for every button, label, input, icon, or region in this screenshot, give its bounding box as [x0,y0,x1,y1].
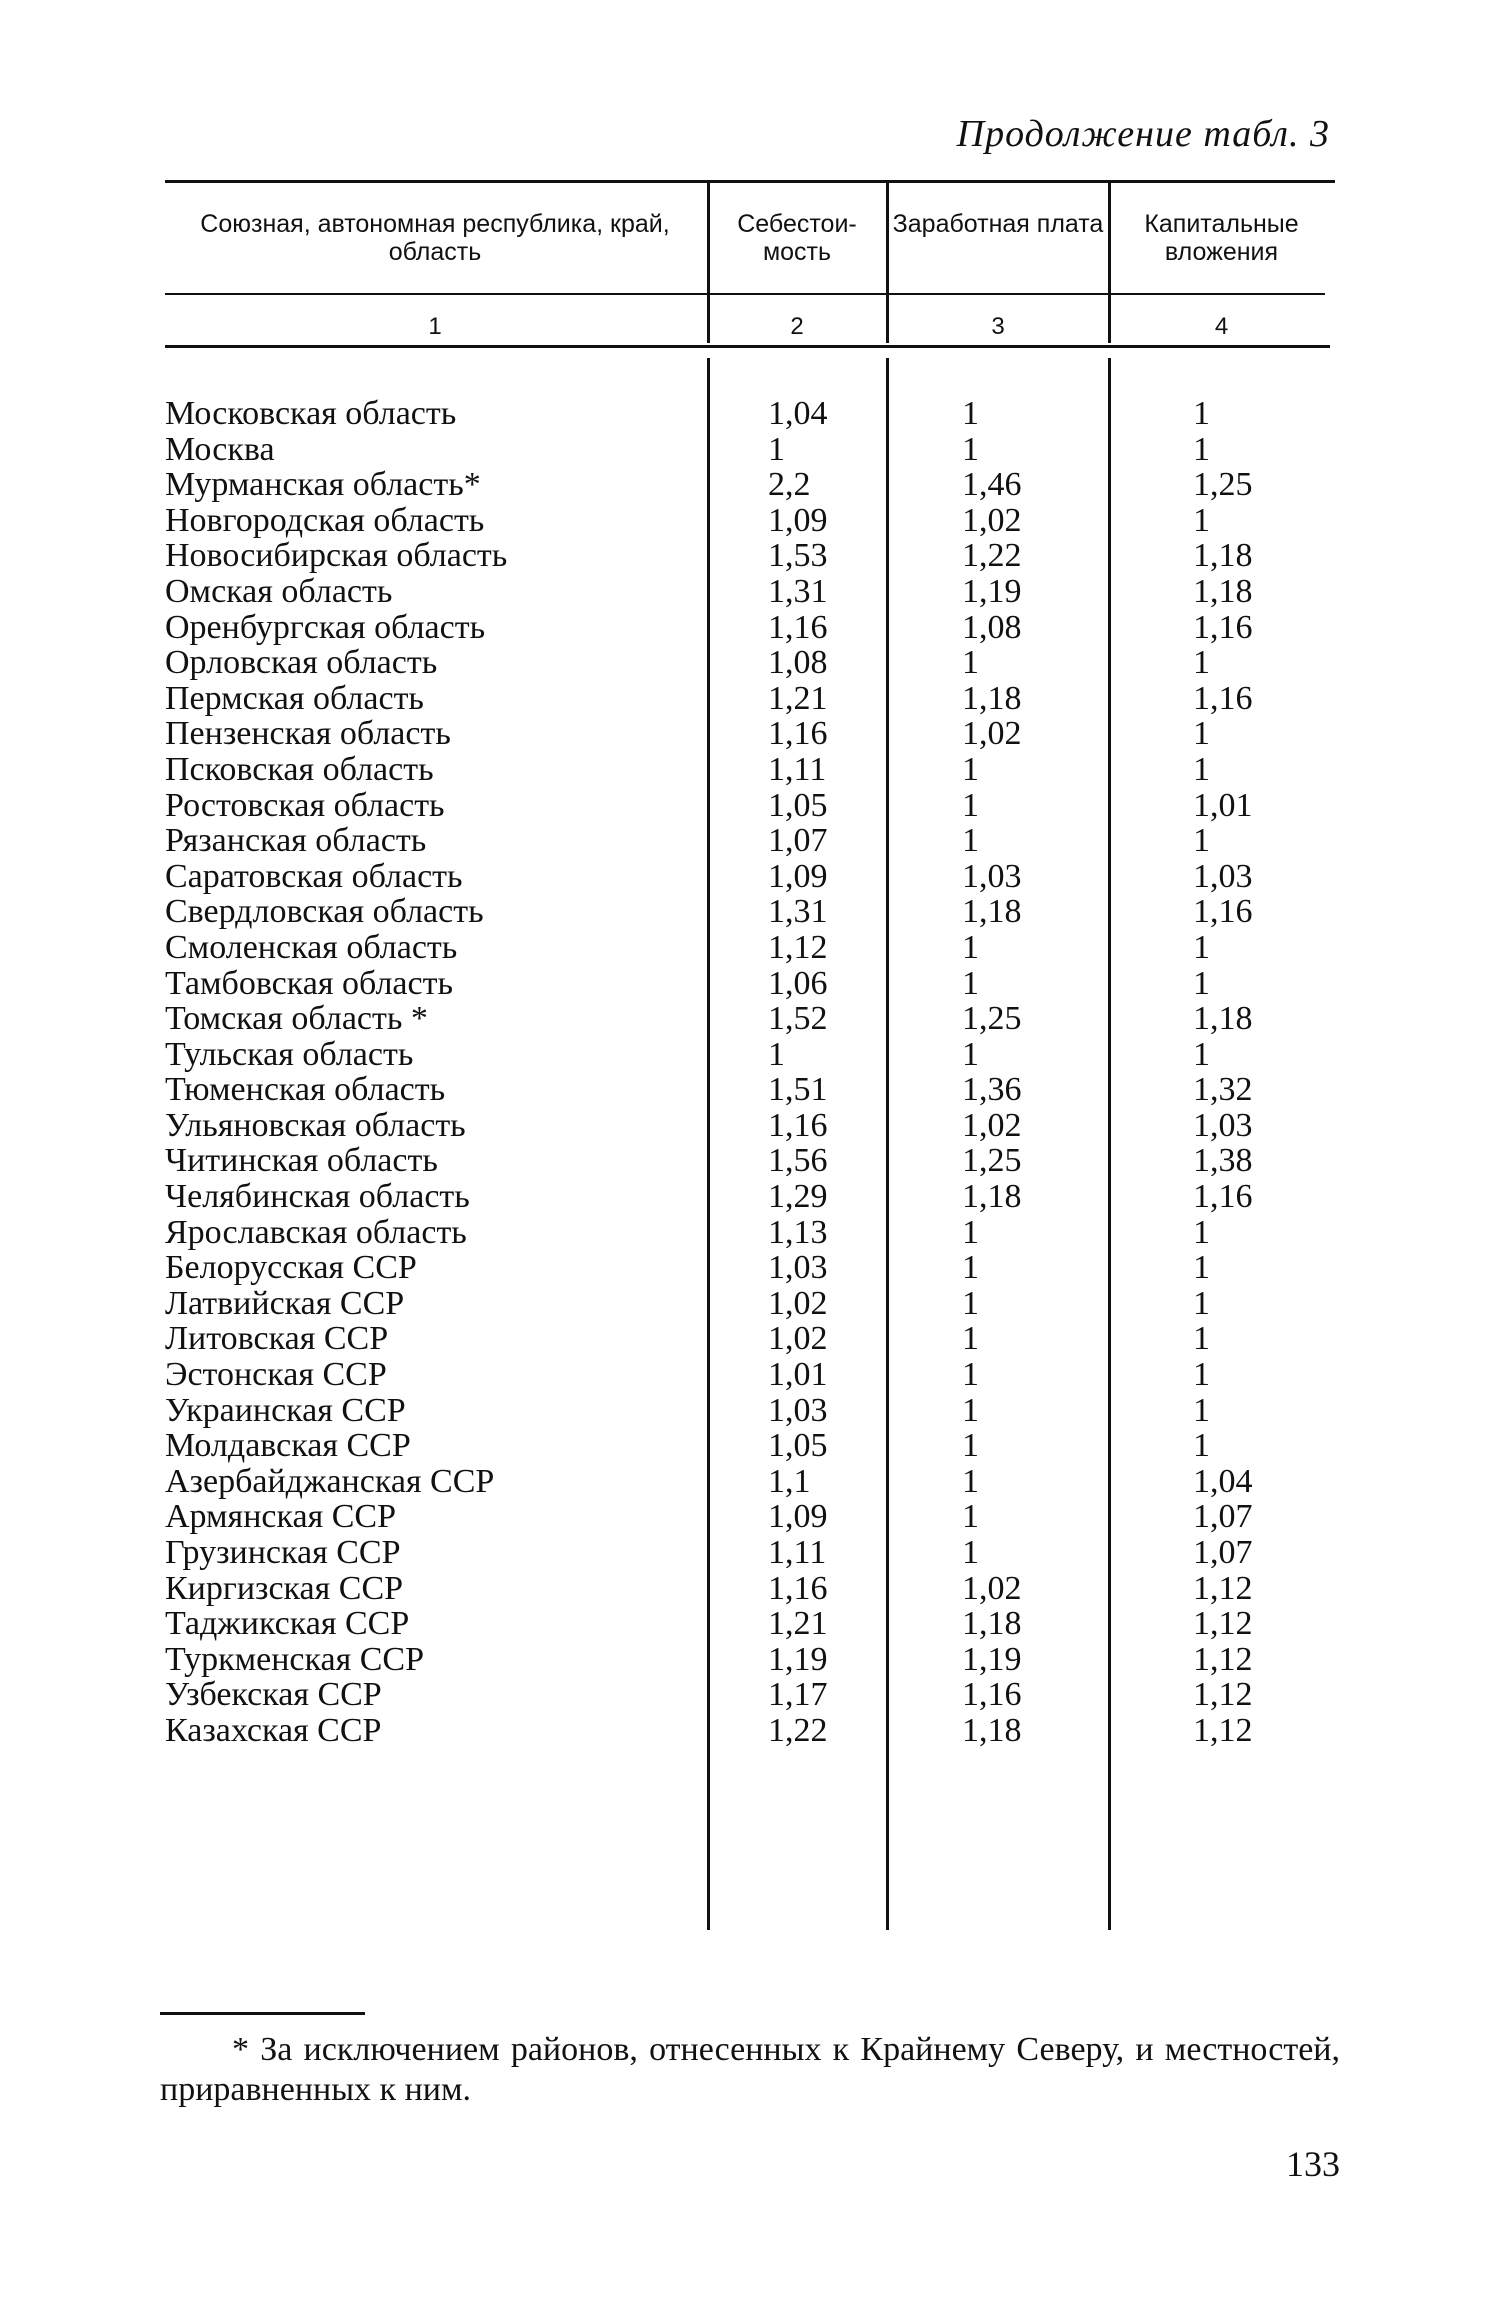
table-row [0,752,1500,788]
region-name-cell: Омская область [165,572,393,610]
capital-cell: 1,07 [1193,1534,1253,1571]
wage-cell: 1,02 [962,715,1022,753]
column-number-4: 4 [1214,313,1229,340]
table-row [0,894,1500,930]
region-name-cell: Ульяновская область [165,1106,466,1144]
region-name-cell: Казахская ССР [165,1711,382,1749]
cost-cell: 1,12 [768,928,828,966]
wage-cell: 1,18 [962,1711,1022,1749]
cost-cell: 1,1 [768,1462,811,1500]
column-divider-2 [886,183,889,343]
capital-cell: 1 [1193,1213,1210,1251]
wage-cell: 1,18 [962,679,1022,717]
table-row [0,1072,1500,1108]
capital-cell: 1 [1193,750,1210,788]
table-row [0,1677,1500,1713]
cost-cell: 1,52 [768,1000,828,1038]
capital-cell: 1,12 [1193,1640,1253,1678]
header-capital: Капитальные вложения [1144,210,1299,266]
table-row [0,610,1500,646]
region-name-cell: Оренбургская область [165,608,486,646]
cost-cell: 1,16 [768,1569,828,1607]
cost-cell: 1,19 [768,1640,828,1678]
wage-cell: 1 [962,644,979,682]
table-row [0,788,1500,824]
region-name-cell: Новосибирская область [165,537,508,575]
region-name-cell: Томская область * [165,1000,428,1038]
cost-cell: 1,21 [768,1605,828,1643]
table-row [0,1143,1500,1179]
table-row [0,1428,1500,1464]
cost-cell: 1,05 [768,1427,828,1465]
table-row [0,1108,1500,1144]
region-name-cell: Москва [165,430,275,468]
capital-cell: 1 [1193,395,1210,432]
wage-cell: 1 [962,430,979,468]
wage-cell: 1 [962,786,979,824]
table-row [0,1499,1500,1535]
capital-cell: 1 [1193,1249,1210,1287]
region-name-cell: Челябинская область [165,1178,470,1216]
wage-cell: 1 [962,1249,979,1287]
table-row [0,1215,1500,1251]
cost-cell: 1,04 [768,395,828,432]
region-name-cell: Таджикская ССР [165,1605,410,1643]
capital-cell: 1,16 [1193,608,1253,646]
cost-cell: 1,13 [768,1213,828,1251]
wage-cell: 1 [962,395,979,432]
page-number: 133 [1286,2144,1340,2184]
capital-cell: 1 [1193,1356,1210,1394]
cost-cell: 1,29 [768,1178,828,1216]
capital-cell: 1,38 [1193,1142,1253,1180]
cost-cell: 1,31 [768,893,828,931]
cost-cell: 1,11 [768,750,827,788]
region-name-cell: Туркменская ССР [165,1640,424,1678]
wage-cell: 1,18 [962,1178,1022,1216]
cost-cell: 1,03 [768,1249,828,1287]
table-row [0,930,1500,966]
region-name-cell: Саратовская область [165,857,463,895]
capital-cell: 1,16 [1193,679,1253,717]
capital-cell: 1,03 [1193,857,1253,895]
region-name-cell: Эстонская ССР [165,1356,387,1394]
wage-cell: 1 [962,928,979,966]
table-row [0,1571,1500,1607]
cost-cell: 1,05 [768,786,828,824]
table-row [0,1464,1500,1500]
capital-cell: 1 [1193,501,1210,539]
capital-cell: 1,01 [1193,786,1253,824]
capital-cell: 1 [1193,822,1210,860]
table-row [0,859,1500,895]
wage-cell: 1,18 [962,1605,1022,1643]
wage-cell: 1 [962,1534,979,1571]
wage-cell: 1 [962,1320,979,1358]
capital-cell: 1,25 [1193,466,1253,504]
table-row [0,823,1500,859]
cost-cell: 1,16 [768,608,828,646]
cost-cell: 1,09 [768,501,828,539]
table-row [0,1535,1500,1571]
capital-cell: 1,16 [1193,1178,1253,1216]
region-name-cell: Киргизская ССР [165,1569,404,1607]
table-row [0,966,1500,1002]
capital-cell: 1,12 [1193,1676,1253,1714]
table-row [0,681,1500,717]
header-region: Союзная, автономная республика, край, область [200,210,670,266]
wage-cell: 1,36 [962,1071,1022,1109]
wage-cell: 1 [962,1391,979,1429]
capital-cell: 1,12 [1193,1711,1253,1749]
table-row [0,1001,1500,1037]
cost-cell: 1,53 [768,537,828,575]
wage-cell: 1,03 [962,857,1022,895]
region-name-cell: Пермская область [165,679,424,717]
wage-cell: 1 [962,1284,979,1322]
header-bottom-rule [165,293,1325,295]
region-name-cell: Рязанская область [165,822,427,860]
cost-cell: 1,16 [768,1106,828,1144]
cost-cell: 1,09 [768,857,828,895]
header-cost: Себестои-мость [737,210,857,266]
cost-cell: 2,2 [768,466,811,504]
region-name-cell: Смоленская область [165,928,458,966]
cost-cell: 1 [768,430,785,468]
cost-cell: 1,01 [768,1356,828,1394]
capital-cell: 1 [1193,1391,1210,1429]
cost-cell: 1,31 [768,572,828,610]
wage-cell: 1 [962,1427,979,1465]
capital-cell: 1 [1193,1284,1210,1322]
capital-cell: 1,18 [1193,1000,1253,1038]
capital-cell: 1 [1193,928,1210,966]
cost-cell: 1,16 [768,715,828,753]
table-body [0,396,1500,1749]
region-name-cell: Литовская ССР [165,1320,389,1358]
wage-cell: 1,02 [962,501,1022,539]
region-name-cell: Читинская область [165,1142,438,1180]
capital-cell: 1,03 [1193,1106,1253,1144]
region-name-cell: Армянская ССР [165,1498,396,1536]
cost-cell: 1,03 [768,1391,828,1429]
table-row [0,467,1500,503]
table-row [0,574,1500,610]
cost-cell: 1,51 [768,1071,828,1109]
footnote: * За исключением районов, отнесенных к Крайнему Северу, и местностей, приравненных к ним. [160,2031,1340,2108]
cost-cell: 1,22 [768,1711,828,1749]
column-numbers-rule [165,345,1330,348]
table-row [0,1713,1500,1749]
region-name-cell: Мурманская область* [165,466,481,504]
wage-cell: 1,25 [962,1142,1022,1180]
region-name-cell: Ростовская область [165,786,445,824]
capital-cell: 1,16 [1193,893,1253,931]
header-wage: Заработная плата [892,210,1104,238]
region-name-cell: Азербайджанская ССР [165,1462,495,1500]
region-name-cell: Псковская область [165,750,434,788]
table-row [0,1321,1500,1357]
wage-cell: 1 [962,1356,979,1394]
region-name-cell: Московская область [165,395,457,432]
cost-cell: 1,06 [768,964,828,1002]
capital-cell: 1 [1193,1427,1210,1465]
wage-cell: 1 [962,1498,979,1536]
footnote-rule [160,2012,365,2015]
cost-cell: 1,08 [768,644,828,682]
capital-cell: 1,04 [1193,1462,1253,1500]
wage-cell: 1,08 [962,608,1022,646]
capital-cell: 1,18 [1193,537,1253,575]
wage-cell: 1,22 [962,537,1022,575]
wage-cell: 1,16 [962,1676,1022,1714]
table-row [0,1037,1500,1073]
cost-cell: 1,02 [768,1284,828,1322]
wage-cell: 1,25 [962,1000,1022,1038]
cost-cell: 1,17 [768,1676,828,1714]
column-number-3: 3 [991,313,1005,340]
wage-cell: 1 [962,964,979,1002]
table-row [0,1393,1500,1429]
table-caption: Продолжение табл. 3 [956,113,1330,155]
cost-cell: 1,09 [768,1498,828,1536]
table-row [0,645,1500,681]
capital-cell: 1,32 [1193,1071,1253,1109]
region-name-cell: Молдавская ССР [165,1427,411,1465]
column-divider-1 [707,183,710,343]
region-name-cell: Узбекская ССР [165,1676,382,1714]
table-row [0,1179,1500,1215]
capital-cell: 1,07 [1193,1498,1253,1536]
cost-cell: 1,11 [768,1534,827,1571]
wage-cell: 1,02 [962,1569,1022,1607]
wage-cell: 1,02 [962,1106,1022,1144]
table-row [0,1606,1500,1642]
table-row [0,1357,1500,1393]
region-name-cell: Латвийская ССР [165,1284,405,1322]
region-name-cell: Белорусская ССР [165,1249,417,1287]
column-number-2: 2 [790,313,804,340]
wage-cell: 1 [962,822,979,860]
region-name-cell: Тюменская область [165,1071,446,1109]
table-row [0,432,1500,468]
region-name-cell: Грузинская ССР [165,1534,401,1571]
capital-cell: 1 [1193,430,1210,468]
wage-cell: 1,46 [962,466,1022,504]
capital-cell: 1,12 [1193,1605,1253,1643]
table-row [0,1250,1500,1286]
region-name-cell: Тульская область [165,1035,414,1073]
table-top-rule [165,180,1335,183]
capital-cell: 1 [1193,1035,1210,1073]
column-number-1: 1 [428,313,442,340]
wage-cell: 1,19 [962,572,1022,610]
table-row [0,1286,1500,1322]
cost-cell: 1,21 [768,679,828,717]
table-row [0,396,1500,432]
region-name-cell: Орловская область [165,644,438,682]
wage-cell: 1,19 [962,1640,1022,1678]
capital-cell: 1 [1193,964,1210,1002]
region-name-cell: Ярославская область [165,1213,467,1251]
region-name-cell: Свердловская область [165,893,484,931]
table-row [0,503,1500,539]
table-row [0,538,1500,574]
capital-cell: 1,18 [1193,572,1253,610]
region-name-cell: Украинская ССР [165,1391,406,1429]
wage-cell: 1 [962,1035,979,1073]
cost-cell: 1,07 [768,822,828,860]
cost-cell: 1 [768,1035,785,1073]
wage-cell: 1 [962,1213,979,1251]
wage-cell: 1 [962,1462,979,1500]
table-row [0,716,1500,752]
capital-cell: 1 [1193,644,1210,682]
region-name-cell: Новгородская область [165,501,485,539]
capital-cell: 1 [1193,1320,1210,1358]
region-name-cell: Пензенская область [165,715,451,753]
table-row [0,1642,1500,1678]
capital-cell: 1 [1193,715,1210,753]
wage-cell: 1,18 [962,893,1022,931]
wage-cell: 1 [962,750,979,788]
column-divider-3 [1108,183,1111,343]
cost-cell: 1,56 [768,1142,828,1180]
cost-cell: 1,02 [768,1320,828,1358]
capital-cell: 1,12 [1193,1569,1253,1607]
region-name-cell: Тамбовская область [165,964,453,1002]
